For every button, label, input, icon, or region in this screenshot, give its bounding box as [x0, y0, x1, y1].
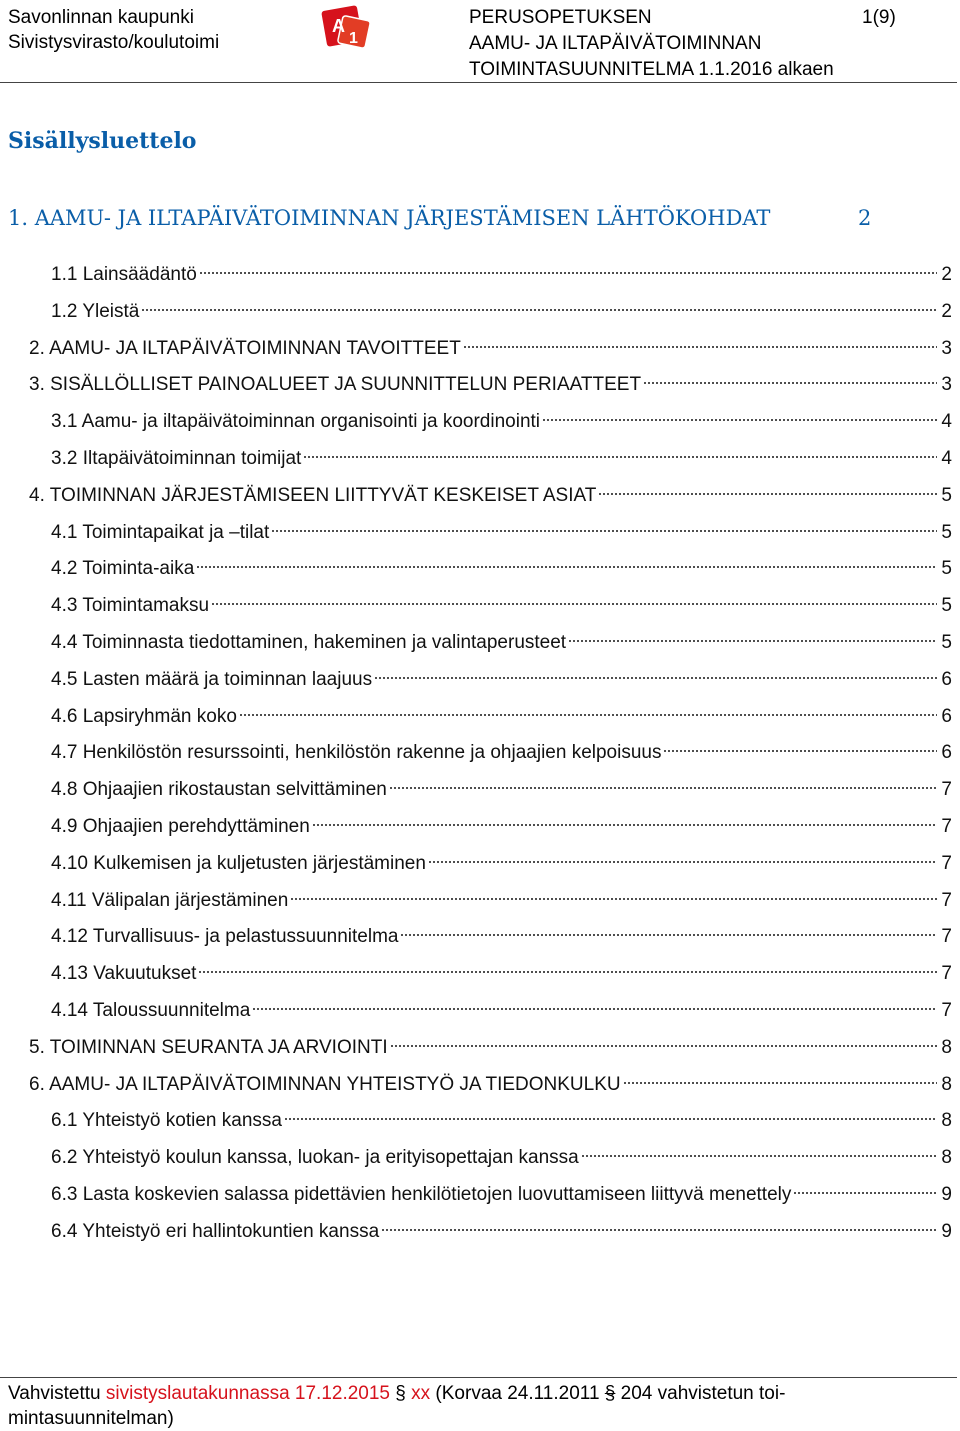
toc-dot-leader	[374, 657, 937, 685]
footer-prefix: Vahvistettu	[8, 1383, 106, 1404]
toc-heading-link[interactable]	[8, 206, 888, 230]
toc-entry-label: 2. AAMU- JA ILTAPÄIVÄTOIMINNAN TAVOITTEET	[29, 338, 461, 359]
toc-entry[interactable]	[51, 399, 952, 432]
toc-entry[interactable]	[51, 804, 952, 837]
toc-entry-page: 5	[941, 595, 952, 616]
page-number: 1(9)	[862, 7, 896, 28]
toc-entry-label: 4.3 Toimintamaksu	[51, 595, 210, 616]
toc-entry-label: 4.1 Toimintapaikat ja –tilat	[51, 522, 270, 543]
toc-dot-leader	[581, 1135, 938, 1163]
toc-entry-label: 4.10 Kulkemisen ja kuljetusten järjestäminen	[51, 853, 426, 874]
toc-entry-label: 5. TOIMINNAN SEURANTA JA ARVIOINTI	[29, 1037, 388, 1058]
toc-entry-label: 4.6 Lapsiryhmän koko	[51, 706, 237, 727]
toc-entry-label: 4.5 Lasten määrä ja toiminnan laajuus	[51, 669, 373, 690]
toc-entry[interactable]	[51, 914, 952, 947]
toc-dot-leader	[284, 1098, 937, 1126]
page-footer	[8, 1381, 928, 1431]
toc-entry-label: 4.7 Henkilöstön resurssointi, henkilöstön rakenne ja ohjaajien kelpoisuus	[51, 742, 662, 763]
toc-entry[interactable]	[51, 1135, 952, 1168]
toc-entry-label: 3. SISÄLLÖLLISET PAINOALUEET JA SUUNNITTELUN PERIAATTEET	[29, 374, 642, 395]
toc-dot-leader	[542, 399, 937, 427]
toc-dot-leader	[141, 289, 937, 317]
toc-entry-page: 4	[941, 448, 952, 469]
footer-approval-highlight: sivistyslautakunnassa 17.12.2015	[105, 1383, 391, 1404]
toc-entry-label: 4.9 Ohjaajien perehdyttäminen	[51, 816, 310, 837]
toc-entry-page: 6	[941, 706, 952, 727]
toc-dot-leader	[568, 620, 937, 648]
toc-entry-label: 3.1 Aamu- ja iltapäivätoiminnan organisointi ja koordinointi	[51, 411, 541, 432]
toc-entry[interactable]	[51, 1098, 952, 1131]
toc-dot-leader	[463, 326, 938, 354]
toc-entry-page: 4	[941, 411, 952, 432]
toc-entry-page: 6	[941, 669, 952, 690]
toc-entry-page: 2	[941, 301, 952, 322]
toc-entry-label: 4.13 Vakuutukset	[51, 963, 197, 984]
toc-entry-page: 7	[941, 853, 952, 874]
document-title	[469, 5, 834, 83]
header-divider	[0, 82, 957, 83]
toc-entry[interactable]	[51, 951, 952, 984]
toc-entry-label: 4.14 Taloussuunnitelma	[51, 1000, 251, 1021]
toc-dot-leader	[271, 510, 937, 538]
toc-entry-page: 8	[941, 1037, 952, 1058]
toc-entry-page: 7	[941, 890, 952, 911]
toc-entry-label: 6. AAMU- JA ILTAPÄIVÄTOIMINNAN YHTEISTYÖ JA TIEDONKULKU	[29, 1074, 621, 1095]
toc-entry[interactable]	[51, 657, 952, 690]
logo-letter-1: 1	[349, 30, 358, 47]
toc-entry-page: 8	[941, 1110, 952, 1131]
footer-replaces-end: 204 vahvistetun toi-	[615, 1383, 786, 1404]
toc-entry[interactable]	[29, 473, 952, 506]
toc-entry-page: 5	[941, 632, 952, 653]
toc-entry-page: 9	[941, 1221, 952, 1242]
toc-dot-leader	[389, 767, 938, 795]
toc-entry-page: 7	[941, 816, 952, 837]
toc-entry-page: 8	[941, 1074, 952, 1095]
toc-dot-leader	[303, 436, 937, 464]
toc-entry-label: 6.2 Yhteistyö koulun kanssa, luokan- ja erityisopettajan kanssa	[51, 1147, 579, 1168]
toc-entry-page: 3	[941, 338, 952, 359]
toc-entry[interactable]	[29, 1062, 952, 1095]
footer-replaces: (Korvaa 24.11.2011	[430, 1383, 605, 1404]
footer-section-mark: §	[395, 1383, 406, 1404]
toc-entry-label: 1.2 Yleistä	[51, 301, 140, 322]
toc-entry-page: 5	[941, 485, 952, 506]
toc-entry[interactable]	[51, 289, 952, 322]
toc-entry-label: 3.2 Iltapäivätoiminnan toimijat	[51, 448, 302, 469]
toc-dot-leader	[239, 694, 938, 722]
toc-entry-label: 6.4 Yhteistyö eri hallintokuntien kanssa	[51, 1221, 380, 1242]
toc-entry[interactable]	[51, 620, 952, 653]
organization-block	[8, 5, 219, 55]
document-title-line3: TOIMINTASUUNNITELMA 1.1.2016 alkaen	[469, 59, 834, 80]
toc-entry-label: 4.11 Välipalan järjestäminen	[51, 890, 289, 911]
toc-dot-leader	[400, 914, 937, 942]
footer-line2: mintasuunnitelman)	[8, 1408, 174, 1429]
footer-xx: xx	[405, 1383, 431, 1404]
logo-icon	[318, 2, 372, 52]
toc-dot-leader	[252, 988, 937, 1016]
page-header	[0, 0, 960, 80]
toc-entry[interactable]	[51, 436, 952, 469]
toc-entry[interactable]	[51, 510, 952, 543]
toc-entry-page: 2	[941, 264, 952, 285]
toc-entry-page: 5	[941, 522, 952, 543]
toc-entry[interactable]	[29, 326, 952, 359]
toc-entry-label: 4.12 Turvallisuus- ja pelastussuunnitelma	[51, 926, 399, 947]
toc-entry-label: 6.3 Lasta koskevien salassa pidettävien henkilötietojen luovuttamiseen liittyvä menettely	[51, 1184, 792, 1205]
toc-entry-label: 4.4 Toiminnasta tiedottaminen, hakeminen ja valintaperusteet	[51, 632, 567, 653]
logo-letter-a: A	[332, 16, 345, 36]
toc-entry-page: 3	[941, 374, 952, 395]
footer-struck-mark: §	[604, 1383, 616, 1404]
department-name: Sivistysvirasto/koulutoimi	[8, 32, 220, 53]
toc-entry[interactable]	[51, 252, 952, 285]
toc-dot-leader	[199, 252, 938, 280]
toc-entry[interactable]	[51, 1209, 952, 1242]
toc-entry[interactable]	[51, 1172, 952, 1205]
toc-entry-page: 6	[941, 742, 952, 763]
footer-divider	[0, 1377, 957, 1378]
toc-entry[interactable]	[51, 841, 952, 874]
toc-entry[interactable]	[51, 988, 952, 1021]
toc-entry[interactable]	[51, 730, 952, 763]
toc-dot-leader	[211, 583, 937, 611]
toc-dot-leader	[196, 546, 937, 574]
toc-dot-leader	[623, 1062, 938, 1090]
toc-entry[interactable]	[51, 694, 952, 727]
toc-entry[interactable]	[29, 362, 952, 395]
toc-dot-leader	[428, 841, 937, 869]
toc-heading-label: 1. AAMU- JA ILTAPÄIVÄTOIMINNAN JÄRJESTÄMISEN LÄHTÖKOHDAT	[8, 206, 771, 230]
toc-dot-leader	[663, 730, 937, 758]
toc-dot-leader	[643, 362, 937, 390]
toc-entry[interactable]	[51, 767, 952, 800]
document-title-line1: PERUSOPETUKSEN	[469, 7, 652, 28]
toc-entry-page: 7	[941, 963, 952, 984]
toc-entry-page: 8	[941, 1147, 952, 1168]
toc-dot-leader	[312, 804, 938, 832]
toc-entry[interactable]	[51, 546, 952, 579]
toc-dot-leader	[598, 473, 937, 501]
toc-entry-label: 4.2 Toiminta-aika	[51, 558, 195, 579]
toc-dot-leader	[290, 878, 937, 906]
toc-title: Sisällysluettelo	[8, 128, 197, 154]
toc-entry-label: 6.1 Yhteistyö kotien kanssa	[51, 1110, 282, 1131]
toc-entry-page: 7	[941, 926, 952, 947]
toc-entry-page: 7	[941, 779, 952, 800]
toc-dot-leader	[793, 1172, 937, 1200]
toc-dot-leader	[381, 1209, 937, 1237]
toc-entry-page: 7	[941, 1000, 952, 1021]
toc-entry-label: 4.8 Ohjaajien rikostaustan selvittäminen	[51, 779, 387, 800]
toc-heading-page: 2	[858, 206, 872, 230]
toc-entry-page: 9	[941, 1184, 952, 1205]
toc-entry-label: 4. TOIMINNAN JÄRJESTÄMISEEN LIITTYVÄT KESKEISET ASIAT	[29, 485, 597, 506]
toc-dot-leader	[390, 1025, 938, 1053]
toc-entry-label: 1.1 Lainsäädäntö	[51, 264, 197, 285]
toc-entry-page: 5	[941, 558, 952, 579]
organization-name: Savonlinnan kaupunki	[8, 7, 194, 28]
toc-dot-leader	[198, 951, 937, 979]
toc-entry[interactable]	[51, 878, 952, 911]
document-title-line2: AAMU- JA ILTAPÄIVÄTOIMINNAN	[469, 33, 762, 54]
toc-entry[interactable]	[51, 583, 952, 616]
toc-entry[interactable]	[29, 1025, 952, 1058]
